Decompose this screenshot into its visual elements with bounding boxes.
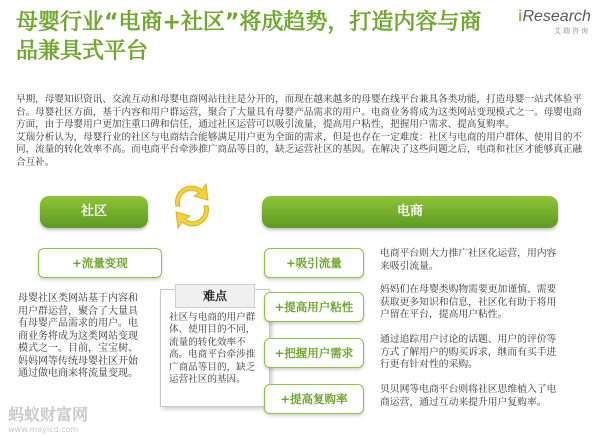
arrows-cycle-icon	[162, 176, 222, 236]
ecommerce-description-4: 贝贝网等电商平台则将社区思维植入了电商运营，通过互动来提升用户复购率。	[380, 384, 557, 408]
watermark-url: www.mayicd.com	[8, 425, 79, 434]
ecommerce-header: 电商	[262, 196, 558, 228]
intro-paragraph-2: 艾瑞分析认为，母婴行业的社区与电商结合能够满足用户更为全面的需求，但是也存在一定难度：社区与电商的用户群体、使用目的不同，流量的转化效率不高。而电商平台牵涉推广商品等目的，缺乏运营社区的基因。在解决了这些问题之后，电商和社区才能够真正融合互补。	[16, 131, 583, 168]
community-feature-traffic: +流量变现	[38, 248, 162, 278]
community-description: 母婴社区类网站基于内容和用户群运营，聚合了大量具有母婴产品需求的用户。电商业务将成为这类网站变现模式之一。目前，宝宝树、妈妈网等传统母婴社区开始通过做电商来将流量变现。	[18, 293, 138, 379]
difficulty-heading: 难点	[175, 284, 255, 308]
ecommerce-feature-attract-traffic: +吸引流量	[264, 248, 364, 278]
ecommerce-feature-repurchase: +提高复购率	[264, 384, 364, 414]
intro-paragraph-1: 早期，母婴知识资讯、交流互动和母婴电商网站往往是分开的，而现在越来越多的母婴在线平台兼具各类功能，打造母婴一站式体验平台。母婴社区方面，基于内容和用户群运营，聚合了大量具有母婴产品需求的用户。电商业务将成为这类网站变现模式之一。母婴电商方面，由于母婴用户更加注重口碑和信任，通过社区运营可以吸引流量，提高用户粘性，把握用户需求、提高复购率。	[16, 94, 583, 131]
page-title: 母婴行业“电商+社区”将成趋势，打造内容与商品兼具式平台	[16, 10, 482, 64]
watermark	[8, 402, 168, 434]
logo-brand: iResearch	[518, 8, 591, 25]
ecommerce-description-1: 电商平台则大力推广社区化运营，用内容来吸引流量。	[380, 248, 557, 272]
difficulty-body: 社区与电商的用户群体、使用目的不同，流量的转化效率不高。电商平台牵涉推广商品等目的，缺乏运营社区的基因。	[169, 312, 256, 386]
watermark-site: 蚂蚁财富网	[8, 405, 89, 424]
community-header: 社区	[40, 196, 148, 228]
difficulty-card	[160, 289, 270, 407]
iresearch-logo	[518, 8, 590, 36]
intro-text	[16, 94, 588, 170]
ecommerce-description-3: 通过追踪用户讨论的话题、用户的评价等方式了解用户的购买诉求，继而有买手进行更有针对性的采购。	[380, 334, 557, 371]
ecommerce-description-2: 妈妈们在母婴类购物需要更加谨慎、需要获取更多知识和信息，社区化有助于将用户留在平台，提高用户粘性。	[380, 284, 557, 321]
logo-subtitle: 艾瑞咨询	[554, 27, 590, 35]
ecommerce-feature-user-needs: +把握用户需求	[264, 338, 364, 368]
ecommerce-feature-stickiness: +提高用户粘性	[264, 292, 364, 322]
